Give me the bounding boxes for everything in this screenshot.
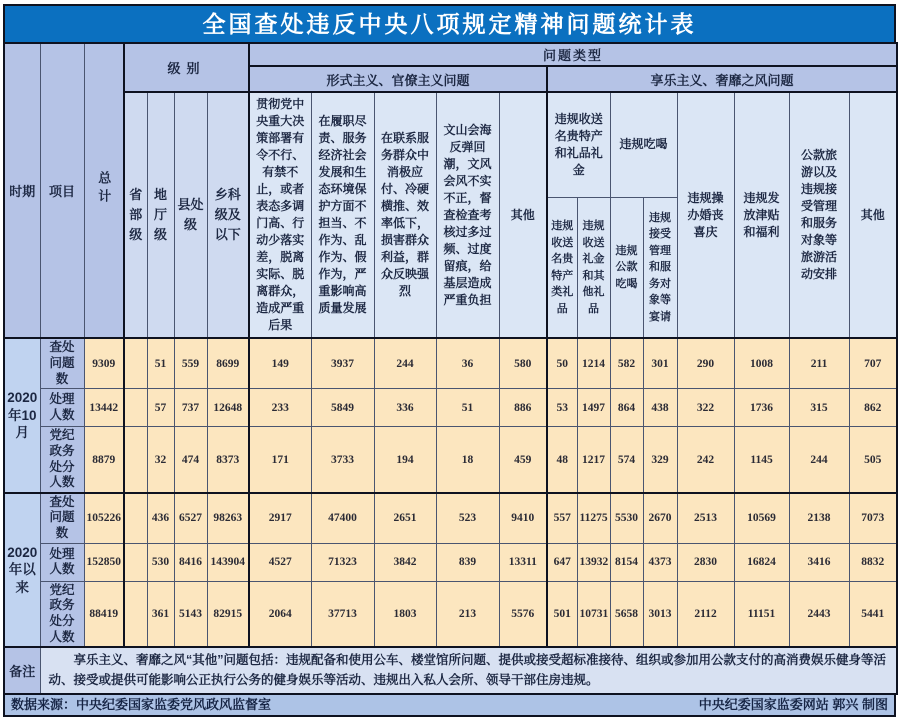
data-cell: 4373 bbox=[643, 543, 677, 581]
table-row bbox=[4, 389, 897, 427]
data-cell: 2138 bbox=[789, 493, 849, 543]
data-cell: 71323 bbox=[311, 543, 374, 581]
data-cell: 737 bbox=[174, 389, 207, 427]
note-label: 备注 bbox=[4, 647, 40, 694]
data-cell: 582 bbox=[610, 338, 643, 388]
data-cell: 290 bbox=[677, 338, 734, 388]
data-cell: 8699 bbox=[207, 338, 249, 388]
col-header-item: 项目 bbox=[40, 43, 84, 338]
data-cell: 98263 bbox=[207, 493, 249, 543]
data-cell: 459 bbox=[499, 427, 547, 493]
data-cell: 2443 bbox=[789, 581, 849, 647]
row-label: 查处问题数 bbox=[40, 493, 84, 543]
col-header-dining-sub-2: 违规接受管理和服务对象等宴请 bbox=[643, 197, 677, 338]
data-cell: 505 bbox=[849, 427, 897, 493]
col-header-formalism-2: 在履职尽责、服务经济社会发展和生态环境保护方面不担当、不作为、乱作为、假作为，严重影响高质量发展 bbox=[311, 92, 374, 338]
note-row bbox=[4, 647, 897, 694]
data-cell: 5658 bbox=[610, 581, 643, 647]
data-cell: 10731 bbox=[577, 581, 610, 647]
data-cell: 233 bbox=[249, 389, 311, 427]
data-cell: 5576 bbox=[499, 581, 547, 647]
col-header-gifts-sub-1: 违规收送名贵特产类礼品 bbox=[547, 197, 577, 338]
data-cell: 2917 bbox=[249, 493, 311, 543]
data-cell: 336 bbox=[374, 389, 436, 427]
col-header-formalism-group: 形式主义、官僚主义问题 bbox=[249, 66, 547, 92]
data-cell: 51 bbox=[147, 338, 174, 388]
data-cell: 5143 bbox=[174, 581, 207, 647]
col-header-formalism-4: 文山会海反弹回潮，文风会风不实不正，督查检查考核过多过频、过度留痕，给基层造成严重负担 bbox=[436, 92, 499, 338]
data-cell: 329 bbox=[643, 427, 677, 493]
col-header-weddings: 违规操办婚丧喜庆 bbox=[677, 92, 734, 338]
col-header-problem-type: 问题类型 bbox=[249, 43, 897, 66]
data-cell: 82915 bbox=[207, 581, 249, 647]
data-cell: 864 bbox=[610, 389, 643, 427]
col-header-travel: 公款旅游以及违规接受管理和服务对象等旅游活动安排 bbox=[789, 92, 849, 338]
data-cell: 152850 bbox=[84, 543, 124, 581]
data-cell: 9309 bbox=[84, 338, 124, 388]
table-row bbox=[4, 581, 897, 647]
data-cell: 18 bbox=[436, 427, 499, 493]
data-cell: 1497 bbox=[577, 389, 610, 427]
data-cell: 438 bbox=[643, 389, 677, 427]
col-header-dining-group: 违规吃喝 bbox=[610, 92, 677, 197]
data-cell: 11275 bbox=[577, 493, 610, 543]
data-cell: 322 bbox=[677, 389, 734, 427]
data-cell bbox=[124, 493, 147, 543]
data-cell: 1008 bbox=[734, 338, 789, 388]
col-header-formalism-3: 在联系服务群众中消极应付、冷硬横推、效率低下，损害群众利益，群众反映强烈 bbox=[374, 92, 436, 338]
data-cell: 244 bbox=[374, 338, 436, 388]
data-cell: 105226 bbox=[84, 493, 124, 543]
data-cell: 2670 bbox=[643, 493, 677, 543]
data-cell: 8416 bbox=[174, 543, 207, 581]
data-cell: 244 bbox=[789, 427, 849, 493]
note-text: 享乐主义、奢靡之风“其他”问题包括：违规配备和使用公车、楼堂馆所问题、提供或接受超标准接待、组织或参加用公款支付的高消费娱乐健身等活动、接受或提供可能影响公正执行公务的健身娱乐等活动、违规出入私人会所、领导干部住房违规。 bbox=[40, 647, 897, 694]
data-cell: 574 bbox=[610, 427, 643, 493]
data-cell: 647 bbox=[547, 543, 577, 581]
data-cell: 2830 bbox=[677, 543, 734, 581]
col-header-dining-sub-1: 违规公款吃喝 bbox=[610, 197, 643, 338]
header-row-1 bbox=[4, 43, 897, 66]
data-cell: 10569 bbox=[734, 493, 789, 543]
data-cell: 839 bbox=[436, 543, 499, 581]
data-cell: 1736 bbox=[734, 389, 789, 427]
data-cell: 7073 bbox=[849, 493, 897, 543]
data-cell: 242 bbox=[677, 427, 734, 493]
credit-label: 中央纪委国家监委网站 郭兴 制图 bbox=[698, 696, 888, 712]
data-cell: 1217 bbox=[577, 427, 610, 493]
col-header-hedonism-group: 享乐主义、奢靡之风问题 bbox=[547, 66, 897, 92]
data-cell: 707 bbox=[849, 338, 897, 388]
col-header-total bbox=[84, 43, 124, 338]
data-cell: 48 bbox=[547, 427, 577, 493]
data-cell: 143904 bbox=[207, 543, 249, 581]
col-header-gifts-sub-2: 违规收送礼金和其他礼品 bbox=[577, 197, 610, 338]
data-cell: 149 bbox=[249, 338, 311, 388]
data-cell: 8154 bbox=[610, 543, 643, 581]
data-cell: 301 bbox=[643, 338, 677, 388]
data-cell: 32 bbox=[147, 427, 174, 493]
row-label: 党纪政务处分人数 bbox=[40, 427, 84, 493]
data-cell: 8832 bbox=[849, 543, 897, 581]
data-cell: 50 bbox=[547, 338, 577, 388]
data-cell: 474 bbox=[174, 427, 207, 493]
row-label: 党纪政务处分人数 bbox=[40, 581, 84, 647]
row-label: 处理人数 bbox=[40, 389, 84, 427]
data-cell: 4527 bbox=[249, 543, 311, 581]
header-row-3 bbox=[4, 92, 897, 197]
data-cell: 12648 bbox=[207, 389, 249, 427]
period-cell: 2020年10月 bbox=[4, 338, 40, 492]
data-cell: 5441 bbox=[849, 581, 897, 647]
data-cell: 2513 bbox=[677, 493, 734, 543]
data-cell: 361 bbox=[147, 581, 174, 647]
footer-bar bbox=[3, 695, 896, 717]
data-cell: 580 bbox=[499, 338, 547, 388]
data-cell: 16824 bbox=[734, 543, 789, 581]
data-cell: 886 bbox=[499, 389, 547, 427]
col-header-formalism-1: 贯彻党中央重大决策部署有令不行、有禁不止，或者表态多调门高、行动少落实差，脱离实际、脱离群众，造成严重后果 bbox=[249, 92, 311, 338]
data-cell: 436 bbox=[147, 493, 174, 543]
data-cell bbox=[124, 338, 147, 388]
data-cell: 194 bbox=[374, 427, 436, 493]
data-cell: 36 bbox=[436, 338, 499, 388]
data-cell bbox=[124, 543, 147, 581]
data-cell: 13311 bbox=[499, 543, 547, 581]
period-cell: 2020年以来 bbox=[4, 493, 40, 647]
data-cell: 2651 bbox=[374, 493, 436, 543]
page-title: 全国查处违反中央八项规定精神问题统计表 bbox=[3, 4, 896, 42]
data-cell: 2112 bbox=[677, 581, 734, 647]
data-cell: 3842 bbox=[374, 543, 436, 581]
data-cell: 13442 bbox=[84, 389, 124, 427]
row-label: 处理人数 bbox=[40, 543, 84, 581]
col-header-level-prefecture: 地厅级 bbox=[147, 92, 174, 338]
data-cell: 51 bbox=[436, 389, 499, 427]
data-cell bbox=[124, 427, 147, 493]
col-header-period: 时期 bbox=[4, 43, 40, 338]
table-body bbox=[4, 338, 897, 647]
data-cell: 88419 bbox=[84, 581, 124, 647]
data-cell: 5849 bbox=[311, 389, 374, 427]
col-header-level-county: 县处级 bbox=[174, 92, 207, 338]
data-cell: 37713 bbox=[311, 581, 374, 647]
data-cell: 315 bbox=[789, 389, 849, 427]
data-cell bbox=[124, 581, 147, 647]
col-header-allowances: 违规发放津贴和福利 bbox=[734, 92, 789, 338]
col-header-gifts-group: 违规收送名贵特产和礼品礼金 bbox=[547, 92, 610, 197]
data-cell: 211 bbox=[789, 338, 849, 388]
data-cell: 1803 bbox=[374, 581, 436, 647]
col-header-hedonism-other: 其他 bbox=[849, 92, 897, 338]
table-row bbox=[4, 338, 897, 388]
data-cell: 2064 bbox=[249, 581, 311, 647]
data-cell: 11151 bbox=[734, 581, 789, 647]
data-cell: 8373 bbox=[207, 427, 249, 493]
data-cell: 3013 bbox=[643, 581, 677, 647]
total-label: 总计 bbox=[96, 171, 112, 208]
col-header-level-group: 级别 bbox=[124, 43, 249, 92]
data-cell: 1214 bbox=[577, 338, 610, 388]
data-cell: 523 bbox=[436, 493, 499, 543]
data-cell: 8879 bbox=[84, 427, 124, 493]
data-cell: 501 bbox=[547, 581, 577, 647]
data-cell: 3733 bbox=[311, 427, 374, 493]
data-cell: 5530 bbox=[610, 493, 643, 543]
col-header-level-province: 省部级 bbox=[124, 92, 147, 338]
data-cell: 47400 bbox=[311, 493, 374, 543]
data-cell: 530 bbox=[147, 543, 174, 581]
data-cell: 862 bbox=[849, 389, 897, 427]
data-cell: 171 bbox=[249, 427, 311, 493]
data-cell: 559 bbox=[174, 338, 207, 388]
data-cell: 213 bbox=[436, 581, 499, 647]
data-cell bbox=[124, 389, 147, 427]
data-cell: 57 bbox=[147, 389, 174, 427]
data-cell: 557 bbox=[547, 493, 577, 543]
statistics-table bbox=[3, 42, 898, 695]
data-cell: 9410 bbox=[499, 493, 547, 543]
data-cell: 53 bbox=[547, 389, 577, 427]
data-cell: 1145 bbox=[734, 427, 789, 493]
row-label: 查处问题数 bbox=[40, 338, 84, 388]
data-cell: 6527 bbox=[174, 493, 207, 543]
data-cell: 3416 bbox=[789, 543, 849, 581]
table-row bbox=[4, 543, 897, 581]
table-row bbox=[4, 493, 897, 543]
col-header-level-township: 乡科级及以下 bbox=[207, 92, 249, 338]
table-row bbox=[4, 427, 897, 493]
data-cell: 13932 bbox=[577, 543, 610, 581]
col-header-formalism-other: 其他 bbox=[499, 92, 547, 338]
data-source-label: 数据来源：中央纪委国家监委党风政风监督室 bbox=[11, 696, 272, 712]
data-cell: 3937 bbox=[311, 338, 374, 388]
statistics-sheet bbox=[3, 4, 896, 717]
